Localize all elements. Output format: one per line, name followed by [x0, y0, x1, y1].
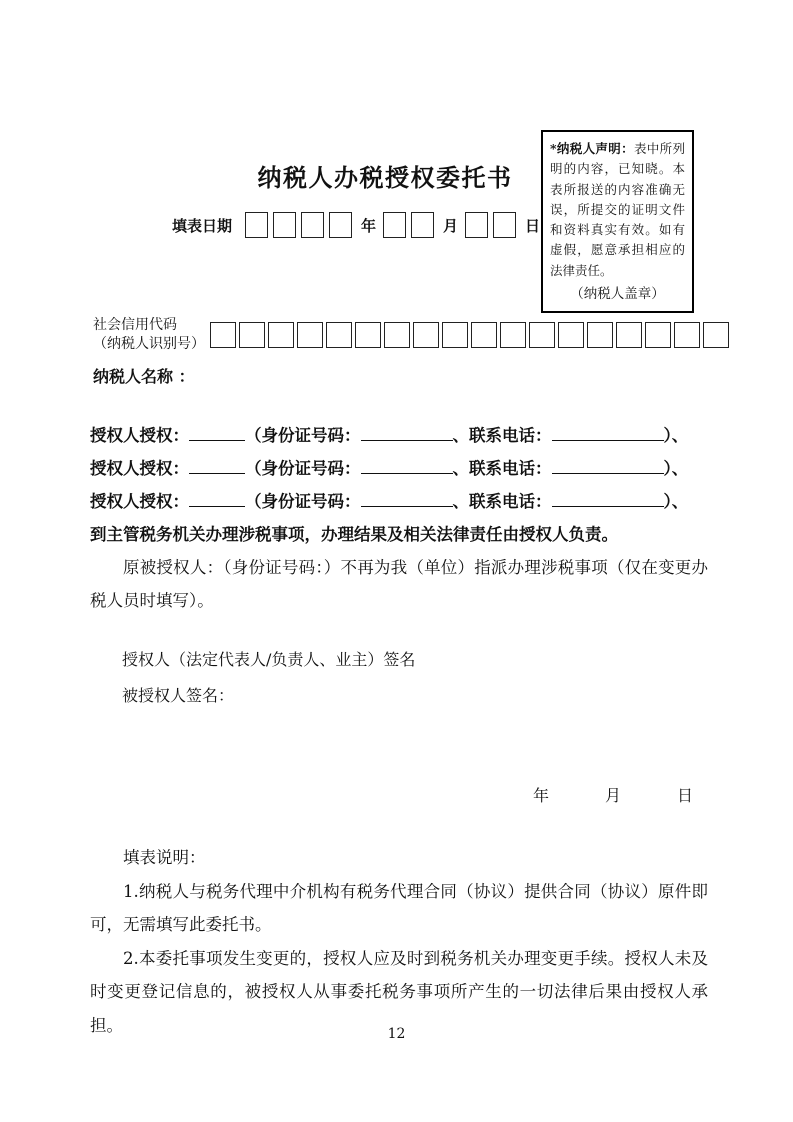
- id-number-blank: [361, 492, 453, 507]
- notes-section: [90, 841, 708, 1042]
- fill-date-row: [172, 212, 542, 238]
- day-unit-label: 日: [525, 216, 541, 235]
- former-authorized-clause: 原被授权人：（身份证号码：）不再为我（单位）指派办理涉税事项（仅在变更办税人员时填写）。: [90, 558, 708, 610]
- id-number-label: （身份证号码：: [245, 426, 361, 445]
- authorization-line-3: [90, 485, 708, 518]
- id-number-blank: [361, 426, 453, 441]
- authorizer-signature-label: 授权人（法定代表人/负责人、业主）签名: [122, 650, 416, 669]
- page-number: 12: [387, 1026, 406, 1042]
- id-number-label: （身份证号码：: [245, 459, 361, 478]
- authorizer-label: 授权人授权：: [90, 459, 189, 478]
- fill-box: [616, 322, 642, 348]
- credit-code-label-line1: 社会信用代码: [93, 317, 177, 333]
- declaration-seal-line: （纳税人盖章）: [570, 285, 665, 302]
- authorizer-name-blank: [189, 426, 245, 441]
- fill-box: [411, 212, 434, 238]
- fill-box: [210, 322, 236, 348]
- fill-box: [326, 322, 352, 348]
- id-number-label: （身份证号码：: [245, 492, 361, 511]
- credit-code-label: [93, 316, 205, 354]
- line-close: ）、: [663, 459, 689, 478]
- fill-box: [268, 322, 294, 348]
- declaration-body: 表中所列明的内容，已知晓。本表所报送的内容准确无误，所提交的证明文件和资料真实有效。如有虚假，愿意承担相应的法律责任。: [550, 141, 685, 278]
- line-close: ）、: [663, 492, 689, 511]
- authorizer-label: 授权人授权：: [90, 426, 189, 445]
- fill-box: [297, 322, 323, 348]
- authorization-purpose: 到主管税务机关办理涉税事项，办理结果及相关法律责任由授权人负责。: [90, 525, 618, 544]
- year-unit-label: 年: [361, 216, 377, 235]
- fill-box: [645, 322, 671, 348]
- authorization-line-1: [90, 419, 708, 452]
- fill-box: [587, 322, 613, 348]
- phone-label: 、联系电话：: [452, 426, 552, 445]
- authorization-section: [90, 419, 708, 617]
- authorized-signature-label: 被授权人签名：: [122, 686, 235, 705]
- authorizer-name-blank: [189, 459, 245, 474]
- fill-box: [355, 322, 381, 348]
- authorization-line-2: [90, 452, 708, 485]
- fill-box: [384, 322, 410, 348]
- fill-box: [703, 322, 729, 348]
- declaration-label: *纳税人声明：: [550, 141, 634, 156]
- fill-box: [239, 322, 265, 348]
- signature-section: [90, 642, 708, 714]
- fill-box: [500, 322, 526, 348]
- fill-box: [529, 322, 555, 348]
- line-close: ）、: [663, 426, 689, 445]
- phone-blank: [552, 492, 664, 507]
- fill-date-label: 填表日期: [172, 216, 233, 235]
- fill-box: [245, 212, 268, 238]
- signature-date-line: 年 月 日: [533, 786, 696, 805]
- phone-label: 、联系电话：: [452, 492, 552, 511]
- note-item-2: 2.本委托事项发生变更的，授权人应及时到税务机关办理变更手续。授权人未及时变更登记信息的，被授权人从事委托税务事项所产生的一切法律后果由授权人承担。: [90, 948, 708, 1035]
- fill-box: [301, 212, 324, 238]
- phone-blank: [552, 426, 664, 441]
- fill-box: [465, 212, 488, 238]
- authorizer-name-blank: [189, 492, 245, 507]
- phone-blank: [552, 459, 664, 474]
- fill-box: [329, 212, 352, 238]
- id-number-blank: [361, 459, 453, 474]
- form-title: 纳税人办税授权委托书: [257, 163, 513, 192]
- fill-box: [493, 212, 516, 238]
- fill-box: [442, 322, 468, 348]
- credit-code-row: [93, 316, 729, 354]
- authorizer-label: 授权人授权：: [90, 492, 189, 511]
- fill-box: [471, 322, 497, 348]
- day-fill-boxes: [460, 212, 516, 238]
- fill-box: [413, 322, 439, 348]
- fill-box: [383, 212, 406, 238]
- month-fill-boxes: [378, 212, 434, 238]
- credit-code-boxes: [207, 322, 729, 348]
- credit-code-label-line2: （纳税人识别号）: [93, 336, 205, 352]
- fill-box: [558, 322, 584, 348]
- year-fill-boxes: [240, 212, 352, 238]
- notes-heading: 填表说明：: [123, 848, 206, 867]
- note-item-1: 1.纳税人与税务代理中介机构有税务代理合同（协议）提供合同（协议）原件即可，无需填写此委托书。: [90, 881, 708, 934]
- month-unit-label: 月: [443, 216, 459, 235]
- taxpayer-name-label: 纳税人名称 ：: [93, 367, 195, 386]
- fill-box: [273, 212, 296, 238]
- fill-box: [674, 322, 700, 348]
- phone-label: 、联系电话：: [452, 459, 552, 478]
